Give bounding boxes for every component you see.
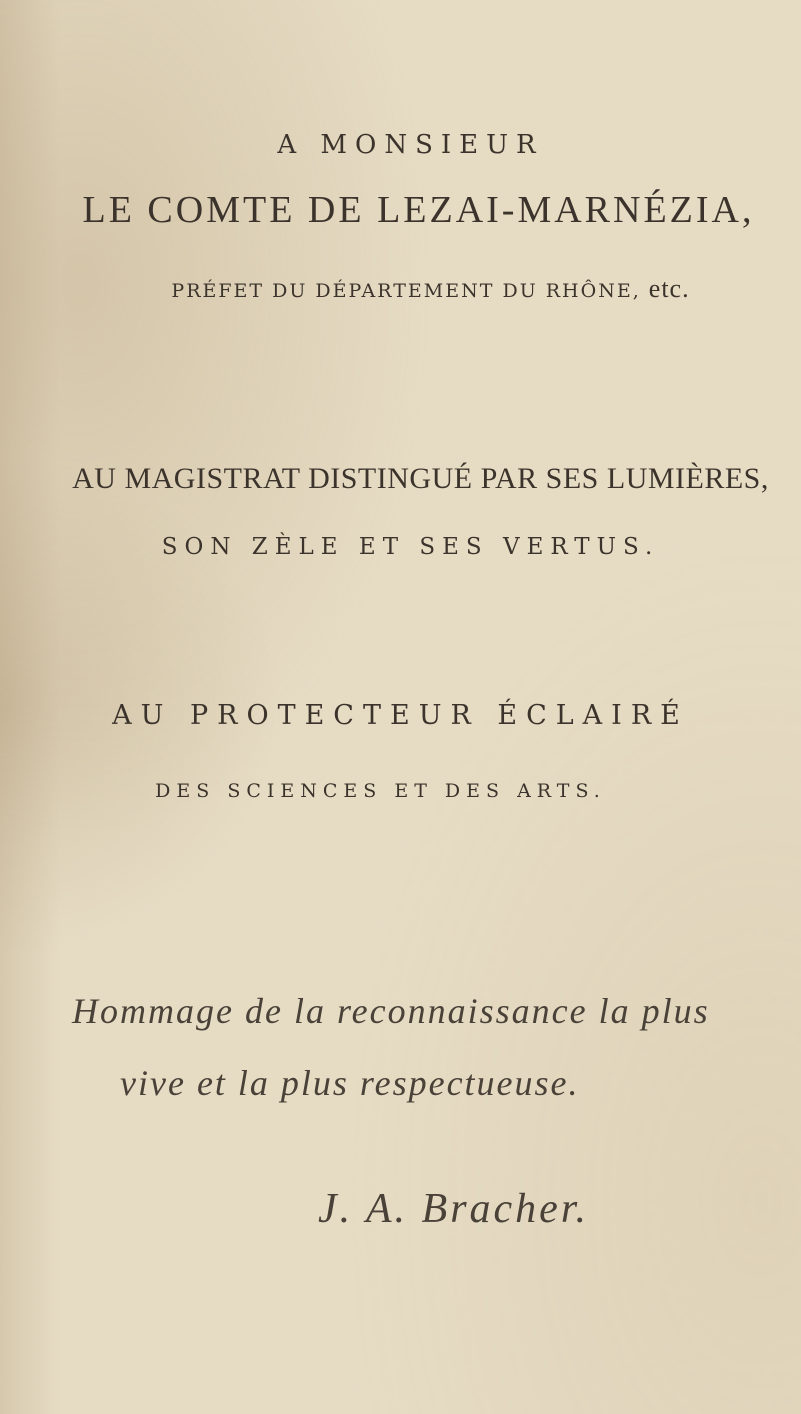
dedication-protector-line: AU PROTECTEUR ÉCLAIRÉ xyxy=(112,700,689,731)
homage-line-2: vive et la plus respectueuse. xyxy=(120,1063,580,1103)
dedication-sciences-line: DES SCIENCES ET DES ARTS. xyxy=(155,780,606,802)
dedicatee-title-etc: etc. xyxy=(648,274,690,303)
dedicatee-title-text: PRÉFET DU DÉPARTEMENT DU RHÔNE, xyxy=(171,280,641,302)
author-signature: J. A. Bracher. xyxy=(318,1186,590,1232)
dedicatee-name: LE COMTE DE LEZAI-MARNÉZIA, xyxy=(82,189,755,231)
dedication-salutation: A MONSIEUR xyxy=(277,130,544,160)
dedicatee-title xyxy=(30,274,801,304)
dedication-virtues-line: SON ZÈLE ET SES VERTUS. xyxy=(161,534,660,560)
dedication-magistrate-line: AU MAGISTRAT DISTINGUÉ PAR SES LUMIÈRES, xyxy=(72,462,769,495)
homage-line-1: Hommage de la reconnaissance la plus xyxy=(72,991,710,1031)
